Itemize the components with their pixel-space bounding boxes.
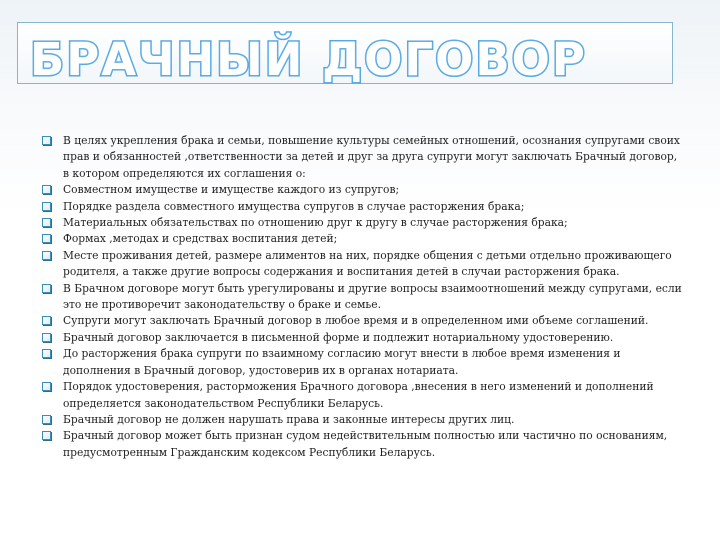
list-item	[42, 313, 682, 329]
list-item-text: Брачный договор заключается в письменной форме и подлежит нотариальному удостоверению.	[63, 330, 614, 344]
list-item	[42, 281, 682, 314]
list-item-text: Супруги могут заключать Брачный договор в любое время и в определенном ими объеме соглашений.	[63, 314, 649, 328]
slide-title: БРАЧНЫЙ ДОГОВОР	[30, 33, 587, 86]
list-item-text: Порядок удостоверения, расторможения Брачного договора ,внесения в него изменений и дополнений определяется законодательством Республики Беларусь.	[63, 380, 654, 410]
list-item-text: Месте проживания детей, размере алиментов на них, порядке общения с детьми отдельно проживающего родителя, а также другие вопросы содержания и воспитания детей в случаи расторжения брака.	[63, 248, 672, 279]
list-item	[42, 412, 682, 428]
checkbox-square-icon	[42, 218, 51, 227]
list-item	[42, 248, 682, 281]
checkbox-square-icon	[42, 185, 51, 194]
list-item-text: Порядке раздела совместного имущества супругов в случае расторжения брака;	[63, 199, 525, 213]
list-item	[42, 182, 682, 198]
title-box	[17, 22, 673, 84]
list-item-text: До расторжения брака супруги по взаимному согласию могут внести в любое время изменения и дополнения в Брачный договор, удостоверив их в органах нотариата.	[63, 347, 621, 377]
checkbox-square-icon	[42, 349, 51, 358]
checkbox-square-icon	[42, 136, 51, 145]
list-item-text: В целях укрепления брака и семьи, повышение культуры семейных отношений, осознания супругами своих прав и обязанностей ,ответственности за детей и друг за друга супруги могут заключать Брачный договор, в котором определяются их соглашения о:	[63, 134, 680, 180]
checkbox-square-icon	[42, 415, 51, 424]
list-item	[42, 199, 682, 215]
list-item	[42, 428, 682, 461]
checkbox-square-icon	[42, 251, 51, 260]
list-item	[42, 346, 682, 379]
checkbox-square-icon	[42, 202, 51, 211]
list-item	[42, 330, 682, 346]
checkbox-square-icon	[42, 333, 51, 342]
list-item-text: Совместном имуществе и имуществе каждого из супругов;	[63, 183, 400, 197]
list-item	[42, 133, 682, 182]
list-item-text: Материальных обязательствах по отношению друг к другу в случае расторжения брака;	[63, 216, 568, 230]
checkbox-square-icon	[42, 316, 51, 325]
list-item	[42, 231, 682, 247]
list-item-text: Брачный договор не должен нарушать права и законные интересы других лиц.	[63, 412, 515, 426]
bullet-list	[42, 133, 682, 461]
list-item	[42, 379, 682, 412]
list-item-text: Брачный договор может быть признан судом недействительным полностью или частично по основаниям, предусмотренным Гражданским кодексом Республики Беларусь.	[63, 429, 668, 459]
list-item-text: В Брачном договоре могут быть урегулированы и другие вопросы взаимоотношений между супругами, если это не противоречит законодательству о браке и семье.	[63, 281, 682, 312]
checkbox-square-icon	[42, 382, 51, 391]
checkbox-square-icon	[42, 284, 51, 293]
checkbox-square-icon	[42, 431, 51, 440]
list-item	[42, 215, 682, 231]
checkbox-square-icon	[42, 234, 51, 243]
list-item-text: Формах ,методах и средствах воспитания детей;	[63, 232, 338, 246]
